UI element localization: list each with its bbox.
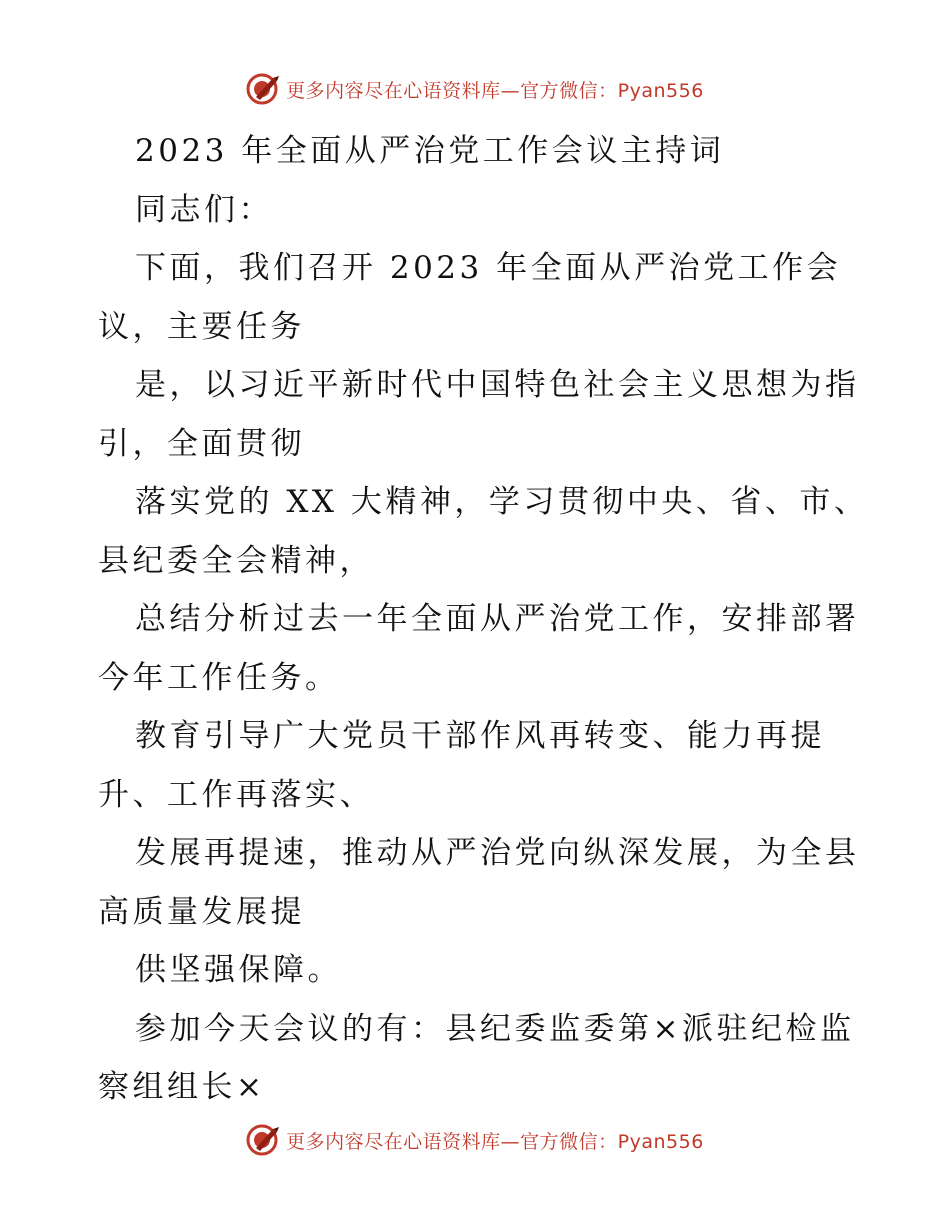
document-line: 升、工作再落实、: [98, 776, 374, 813]
document-line: 落实党的 XX 大精神，学习贯彻中央、省、市、: [135, 484, 869, 520]
document-line: 今年工作任务。: [98, 659, 340, 696]
footer-watermark: [0, 1123, 950, 1157]
document-line: 是，以习近平新时代中国特色社会主义思想为指: [135, 367, 860, 403]
document-line: 高质量发展提: [98, 893, 305, 930]
document-line: 参加今天会议的有：县纪委监委第×派驻纪检监: [135, 1010, 855, 1047]
document-body: [98, 122, 869, 1117]
watermark-text: 更多内容尽在心语资料库—官方微信：Pyan556: [286, 1130, 704, 1153]
header-watermark: [0, 72, 950, 106]
document-line: 引，全面贯彻: [98, 425, 305, 462]
document-line: 察组组长×: [98, 1069, 266, 1105]
document-line: 教育引导广大党员干部作风再转变、能力再提: [135, 718, 825, 754]
document-line: 同志们：: [135, 191, 273, 228]
document-line: 总结分析过去一年全面从严治党工作，安排部署: [135, 601, 860, 637]
pen-logo-icon: [246, 72, 280, 106]
watermark-text: 更多内容尽在心语资料库—官方微信：Pyan556: [286, 79, 704, 102]
document-line: 议，主要任务: [98, 308, 305, 345]
document-line: 2023 年全面从严治党工作会议主持词: [135, 133, 725, 169]
document-line: 下面，我们召开 2023 年全面从严治党工作会: [135, 250, 842, 286]
document-line: 供坚强保障。: [135, 952, 342, 988]
document-line: 县纪委全会精神，: [98, 542, 374, 579]
document-line: 发展再提速，推动从严治党向纵深发展，为全县: [135, 835, 860, 871]
pen-logo-icon: [246, 1123, 280, 1157]
